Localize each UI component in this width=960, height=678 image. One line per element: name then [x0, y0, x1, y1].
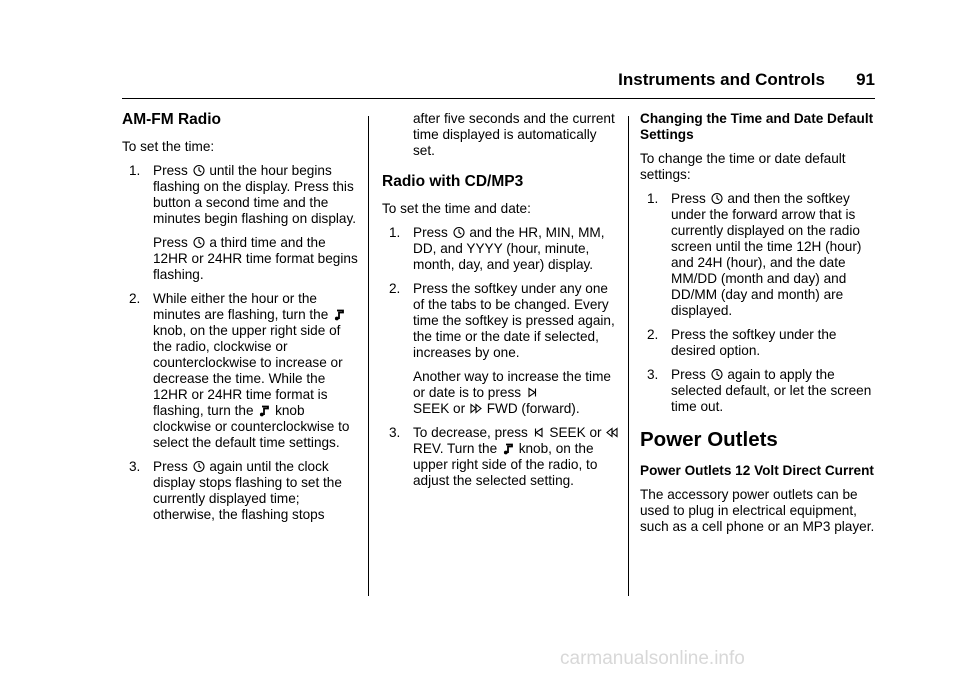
intro-text: To set the time: [122, 139, 215, 154]
step-paragraph: While either the hour or the minutes are flashing, turn the knob, on the upper right side of the radio, clockwise or counterclockwise to increase or decrease the time. While the 12HR or 24HR time format is flashing, turn the knob clockwise or counterclockwise to select the default time settings. [153, 291, 350, 450]
clock-icon [193, 236, 205, 249]
am-fm-radio-heading: AM-FM Radio [122, 111, 222, 128]
step-paragraph: Press until the hour begins flashing on the display. Press this button a second time and the minutes begin flashing on display. [153, 163, 357, 226]
continued-text: after five seconds and the current time displayed is automatically set. [413, 111, 615, 158]
step-2 [382, 281, 622, 417]
seek-back-icon [533, 426, 545, 439]
rewind-icon [606, 426, 618, 439]
step-paragraph: Press and the HR, MIN, MM, DD, and YYYY (hour, minute, month, day, and year) display. [413, 225, 605, 272]
clock-icon [193, 164, 205, 177]
column-3 [640, 111, 880, 543]
intro-text: To change the time or date default settings: [640, 151, 846, 182]
clock-icon [453, 226, 465, 239]
step-1 [382, 225, 622, 273]
step-number: 1. [389, 225, 401, 240]
step-2 [122, 291, 362, 451]
step-2 [640, 327, 880, 359]
step-number: 3. [129, 459, 141, 474]
clock-icon [193, 460, 205, 473]
step-paragraph: Another way to increase the time or date is to press SEEK or FWD (forward). [413, 369, 611, 416]
step-1 [122, 163, 362, 283]
step-paragraph: Press again to apply the selected default, or let the screen time out. [671, 367, 872, 414]
radio-cd-mp3-heading: Radio with CD/MP3 [382, 173, 524, 190]
tune-knob-icon [258, 404, 270, 417]
clock-icon [711, 368, 723, 381]
seek-forward-icon [526, 386, 538, 399]
page-number: 91 [856, 70, 875, 89]
step-paragraph: Press the softkey under any one of the tabs to be changed. Every time the softkey is pressed again, the time or the date if selected, increases by one. [413, 281, 615, 360]
step-number: 3. [389, 425, 401, 440]
header-rule [122, 98, 875, 99]
step-3 [382, 425, 622, 489]
column-1 [122, 111, 362, 531]
step-number: 2. [129, 291, 141, 306]
step-number: 2. [647, 327, 659, 342]
section-title: Instruments and Controls [618, 70, 825, 89]
step-paragraph: Press a third time and the 12HR or 24HR time format begins flashing. [153, 235, 358, 282]
step-paragraph: Press the softkey under the desired option. [671, 327, 837, 358]
tune-knob-icon [333, 308, 345, 321]
fast-forward-icon [470, 402, 482, 415]
step-paragraph: Press and then the softkey under the forward arrow that is currently displayed on the radio screen until the time 12H (hour) and 24H (hour), and the date MM/DD (month and day) and DD/MM (day and month) are displayed. [671, 191, 862, 318]
step-3 [122, 459, 362, 523]
power-outlets-subheading: Power Outlets 12 Volt Direct Current [640, 463, 874, 478]
power-outlets-heading: Power Outlets [640, 428, 778, 451]
clock-icon [711, 192, 723, 205]
column-divider-1 [368, 116, 369, 596]
column-divider-2 [628, 116, 629, 596]
step-number: 2. [389, 281, 401, 296]
step-paragraph: Press again until the clock display stops flashing to set the currently displayed time; otherwise, the flashing stops [153, 459, 342, 522]
step-number: 1. [129, 163, 141, 178]
time-date-defaults-heading: Changing the Time and Date Default Settings [640, 111, 874, 142]
intro-text: To set the time and date: [382, 201, 531, 216]
power-outlets-body: The accessory power outlets can be used to plug in electrical equipment, such as a cell phone or an MP3 player. [640, 487, 875, 534]
column-2 [382, 111, 622, 497]
step-number: 3. [647, 367, 659, 382]
step-paragraph: To decrease, press SEEK or REV. Turn the knob, on the upper right side of the radio, to adjust the selected setting. [413, 425, 622, 489]
step-1 [640, 191, 880, 319]
step-3 [640, 367, 880, 415]
tune-knob-icon [502, 442, 514, 455]
watermark: carmanualsonline.info [560, 648, 745, 669]
step-number: 1. [647, 191, 659, 206]
